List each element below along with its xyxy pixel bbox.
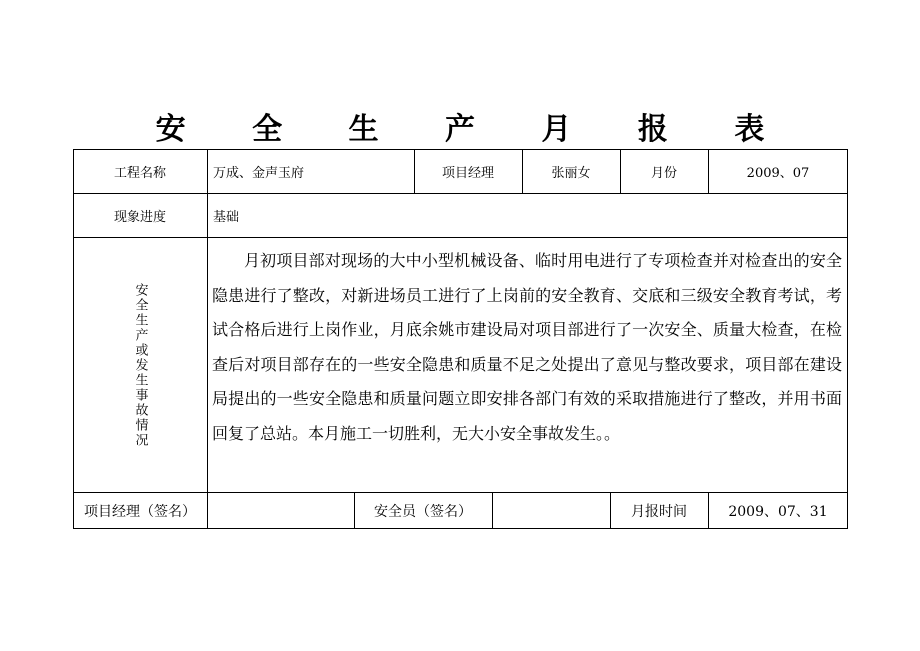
manager-label: 项目经理 [441,165,494,181]
report-time-value: 2009、07、31 [728,503,828,520]
page-title: 安 全 生 产 月 报 表 [155,112,793,147]
manager-value: 张丽女 [551,165,591,181]
safety-section-label [73,238,207,492]
safety-section-label-text: 安全生产或发生事故情况 [132,282,148,448]
progress-value: 基础 [213,209,240,225]
report-time-label: 月报时间 [631,503,687,520]
month-value: 2009、07 [746,165,810,181]
progress-label: 现象进度 [113,209,166,225]
safety-sign-label: 安全员（签名） [374,503,472,520]
manager-sign-label: 项目经理（签名） [84,503,196,520]
safety-report-content: 月初项目部对现场的大中小型机械设备、临时用电进行了专项检查并对检查出的安全隐患进行了整改，对新进场员工进行了上岗前的安全教育、交底和三级安全教育考试，考试合格后进行上岗作业，月底余姚市建设局对项目部进行了一次安全、质量大检查，在检查后对项目部存在的一些安全隐患和质量不足之处提出了意见与整改要求，项目部在建设局提出的一些安全隐患和质量问题立即安排各部门有效的采取措施进行了整改，并用书面回复了总站。本月施工一切胜利，无大小安全事故发生。。 [212,251,842,443]
manager-sign-value [207,492,354,529]
project-name-label: 工程名称 [113,165,166,181]
safety-sign-value [492,492,610,529]
project-name-value: 万成、金声玉府 [213,165,305,181]
month-label: 月份 [650,165,677,181]
